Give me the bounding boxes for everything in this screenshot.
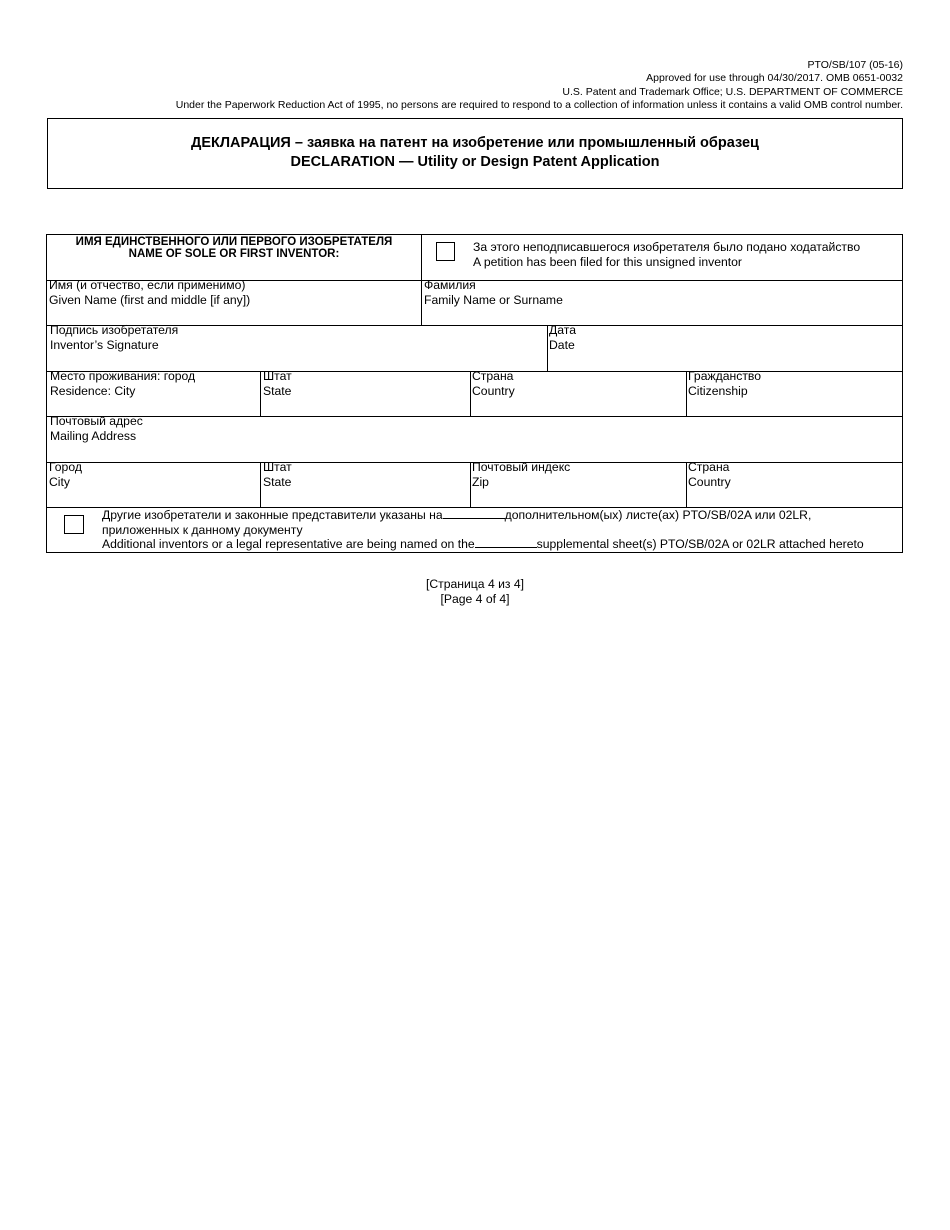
sheet-count-blank-ru[interactable] [443, 508, 505, 519]
petition-ru: За этого неподписавшегося изобретателя было подано ходатайство [473, 240, 861, 254]
city-ru: Город [49, 460, 82, 474]
sheet-count-blank-en[interactable] [475, 537, 537, 548]
column-divider [470, 371, 471, 416]
column-divider [686, 462, 687, 507]
family-name-ru: Фамилия [424, 278, 476, 292]
date-en: Date [549, 337, 575, 352]
additional-inventors-label [102, 508, 864, 552]
country-field[interactable] [688, 460, 731, 489]
given-name-en: Given Name (first and middle [if any]) [49, 292, 251, 307]
residence-city-field[interactable] [50, 369, 195, 398]
city-en: City [49, 474, 70, 489]
page-number-ru: [Страница 4 из 4] [425, 577, 525, 591]
additional-ru-line2: приложенных к данному документу [102, 522, 303, 537]
state-field[interactable] [263, 460, 292, 489]
given-name-ru: Имя (и отчество, если применимо) [49, 278, 246, 292]
title-ru: ДЕКЛАРАЦИЯ – заявка на патент на изобретение или промышленный образец [191, 135, 759, 151]
title-box [47, 118, 903, 189]
residence-state-ru: Штат [263, 369, 292, 383]
approval-notice: Approved for use through 04/30/2017. OMB 0651-0032 [646, 72, 903, 85]
residence-city-ru: Место проживания: город [50, 369, 196, 383]
column-divider [686, 371, 687, 416]
residence-country-ru: Страна [472, 369, 514, 383]
citizenship-ru: Гражданство [688, 369, 762, 383]
date-field[interactable] [549, 323, 576, 352]
petition-en: A petition has been filed for this unsigned inventor [473, 254, 742, 269]
declaration-form [46, 234, 903, 553]
residence-state-en: State [263, 383, 292, 398]
signature-en: Inventor’s Signature [50, 337, 159, 352]
page-number-en: [Page 4 of 4] [440, 591, 510, 606]
family-name-en: Family Name or Surname [424, 292, 563, 307]
column-divider [260, 371, 261, 416]
residence-country-en: Country [472, 383, 515, 398]
mailing-address-en: Mailing Address [50, 428, 137, 443]
column-divider [421, 235, 422, 325]
given-name-field[interactable] [49, 278, 250, 307]
form-id: PTO/SB/107 (05-16) [807, 59, 903, 71]
column-divider [547, 325, 548, 371]
additional-inventors-checkbox[interactable] [64, 515, 84, 534]
residence-country-field[interactable] [472, 369, 515, 398]
petition-label [473, 240, 860, 269]
country-ru: Страна [688, 460, 730, 474]
residence-state-field[interactable] [263, 369, 292, 398]
inventor-heading-ru: ИМЯ ЕДИНСТВЕННОГО ИЛИ ПЕРВОГО ИЗОБРЕТАТЕЛЯ [75, 236, 393, 248]
citizenship-field[interactable] [688, 369, 761, 398]
state-en: State [263, 474, 292, 489]
additional-ru-before: Другие изобретатели и законные представители указаны на [102, 508, 443, 522]
paperwork-notice: Under the Paperwork Reduction Act of 1995, no persons are required to respond to a collection of information unless it contains a valid OMB control number. [175, 98, 903, 111]
date-ru: Дата [549, 323, 576, 337]
signature-field[interactable] [50, 323, 178, 352]
additional-ru-after: дополнительном(ых) листе(ах) PTO/SB/02A или 02LR, [504, 508, 812, 522]
petition-checkbox[interactable] [436, 242, 455, 261]
country-en: Country [688, 474, 731, 489]
citizenship-en: Citizenship [688, 383, 748, 398]
zip-en: Zip [472, 474, 489, 489]
residence-city-en: Residence: City [50, 383, 136, 398]
title-en: DECLARATION — Utility or Design Patent Application [290, 154, 660, 170]
page-number [0, 577, 950, 606]
zip-field[interactable] [472, 460, 570, 489]
form-header [176, 59, 903, 112]
zip-ru: Почтовый индекс [472, 460, 571, 474]
inventor-heading-en: NAME OF SOLE OR FIRST INVENTOR: [128, 248, 340, 260]
additional-ru-line1 [102, 508, 864, 523]
additional-en-after: supplemental sheet(s) PTO/SB/02A or 02LR attached hereto [536, 537, 864, 551]
city-field[interactable] [49, 460, 82, 489]
row-divider [47, 416, 902, 417]
office-name: U.S. Patent and Trademark Office; U.S. DEPARTMENT OF COMMERCE [562, 85, 903, 98]
state-ru: Штат [263, 460, 292, 474]
mailing-address-field[interactable] [50, 414, 143, 443]
inventor-heading [47, 236, 421, 260]
additional-en-before: Additional inventors or a legal representative are being named on the [102, 537, 475, 551]
mailing-address-ru: Почтовый адрес [50, 414, 143, 428]
column-divider [470, 462, 471, 507]
signature-ru: Подпись изобретателя [50, 323, 179, 337]
family-name-field[interactable] [424, 278, 563, 307]
column-divider [260, 462, 261, 507]
additional-en-line [102, 537, 864, 552]
